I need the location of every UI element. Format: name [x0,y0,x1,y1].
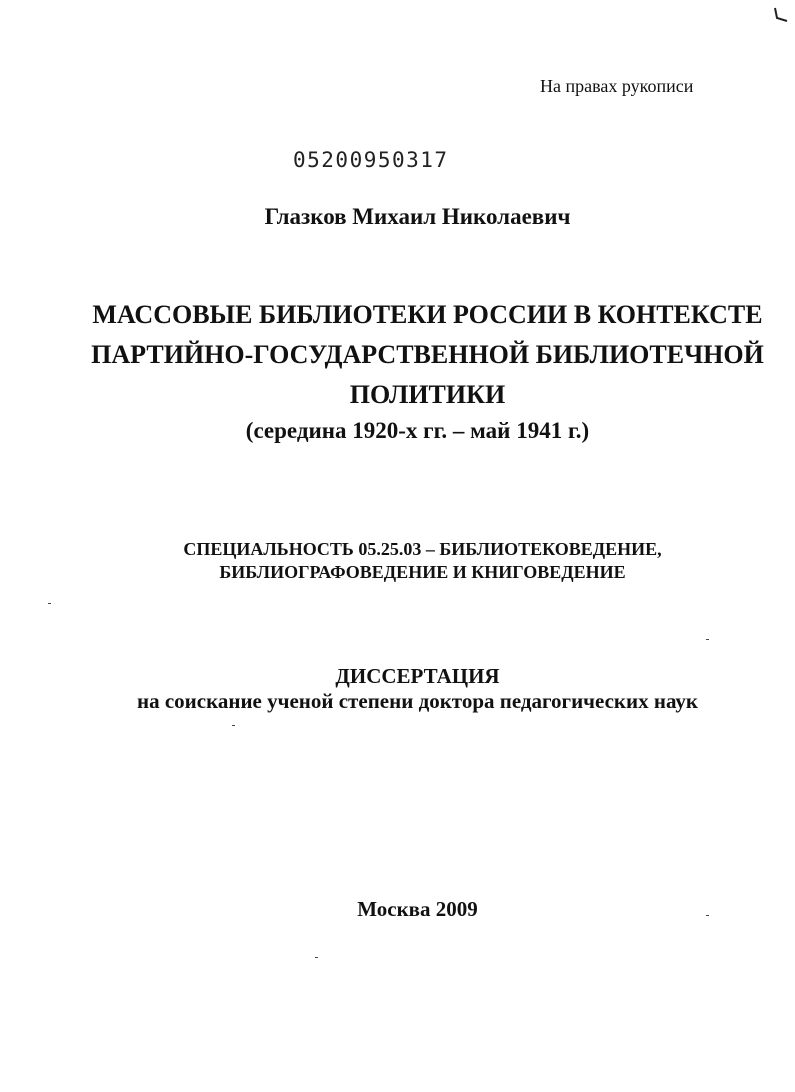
scan-speck [48,603,51,604]
scan-mark-icon [772,6,790,24]
scan-speck [706,915,709,916]
document-type: ДИССЕРТАЦИЯ [335,664,500,688]
rights-notice: На правах рукописи [540,76,694,96]
title-period: (середина 1920-х гг. – май 1941 г.) [245,418,590,443]
author-name: Глазков Михаил Николаевич [264,204,571,229]
scan-speck [706,639,709,640]
catalog-code: 05200950317 [293,148,449,172]
title-line-2: ПАРТИЙНО-ГОСУДАРСТВЕННОЙ БИБЛИОТЕЧНОЙ [91,340,764,369]
degree-statement: на соискание ученой степени доктора педагогических наук [136,689,698,713]
scan-speck [315,957,318,958]
title-line-3: ПОЛИТИКИ [349,380,506,409]
specialty-block [0,538,795,584]
specialty-line-1: СПЕЦИАЛЬНОСТЬ 05.25.03 – БИБЛИОТЕКОВЕДЕНИЕ, [183,539,662,559]
specialty-line-2: БИБЛИОГРАФОВЕДЕНИЕ И КНИГОВЕДЕНИЕ [219,562,626,582]
city-year: Москва 2009 [357,897,478,921]
title-line-1: МАССОВЫЕ БИБЛИОТЕКИ РОССИИ В КОНТЕКСТЕ [92,300,763,329]
dissertation-title [0,295,795,415]
scan-speck [232,725,235,726]
